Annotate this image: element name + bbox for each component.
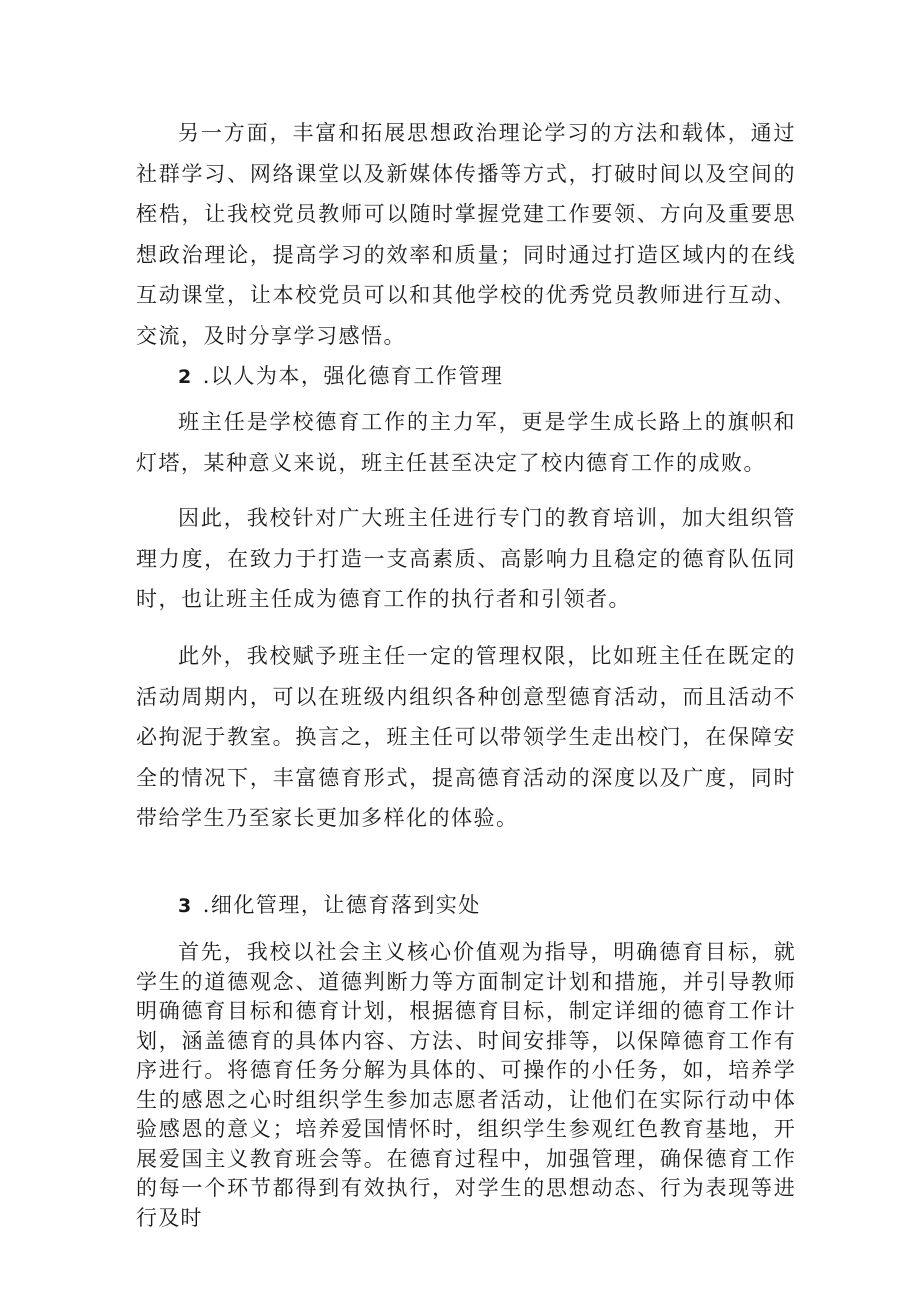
section-heading-3 [178, 885, 481, 926]
section-title: .细化管理，让德育落到实处 [202, 893, 481, 917]
section-title: .以人为本，强化德育工作管理 [202, 364, 504, 388]
paragraph-head-teacher-role: 班主任是学校德育工作的主力军，更是学生成长路上的旗帜和灯塔，某种意义来说，班主任甚至决定了校内德育工作的成败。 [136, 410, 796, 475]
section-heading-2 [178, 356, 503, 397]
section-number: 3 [178, 895, 193, 917]
paragraph-online-learning: 另一方面，丰富和拓展思想政治理论学习的方法和载体，通过社群学习、网络课堂以及新媒体传播等方式，打破时间以及空间的桎梏，让我校党员教师可以随时掌握党建工作要领、方向及重要思想政治理论，提高学习的效率和质量；同时通过打造区域内的在线互动课堂，让本校党员可以和其他学校的优秀党员教师进行互动、交流，及时分享学习感悟。 [136, 121, 796, 348]
section-number: 2 [178, 366, 193, 388]
paragraph-management-authority: 此外，我校赋予班主任一定的管理权限，比如班主任在既定的活动周期内，可以在班级内组织各种创意型德育活动，而且活动不必拘泥于教室。换言之，班主任可以带领学生走出校门，在保障安全的情况下，丰富德育形式，提高德育活动的深度以及广度，同时带给学生乃至家长更加多样化的体验。 [136, 644, 796, 830]
paragraph-training: 因此，我校针对广大班主任进行专门的教育培训，加大组织管理力度，在致力于打造一支高素质、高影响力且稳定的德育队伍同时，也让班主任成为德育工作的执行者和引领者。 [136, 506, 796, 611]
paragraph-moral-education-goals: 首先，我校以社会主义核心价值观为指导，明确德育目标，就学生的道德观念、道德判断力等方面制定计划和措施，并引导教师明确德育目标和德育计划，根据德育目标，制定详细的德育工作计划，涵盖德育的具体内容、方法、时间安排等，以保障德育工作有序进行。将德育任务分解为具体的、可操作的小任务，如，培养学生的感恩之心时组织学生参加志愿者活动，让他们在实际行动中体验感恩的意义；培养爱国情怀时，组织学生参观红色教育基地，开展爱国主义教育班会等。在德育过程中，加强管理，确保德育工作的每一个环节都得到有效执行，对学生的思想动态、行为表现等进行及时 [136, 940, 796, 1230]
